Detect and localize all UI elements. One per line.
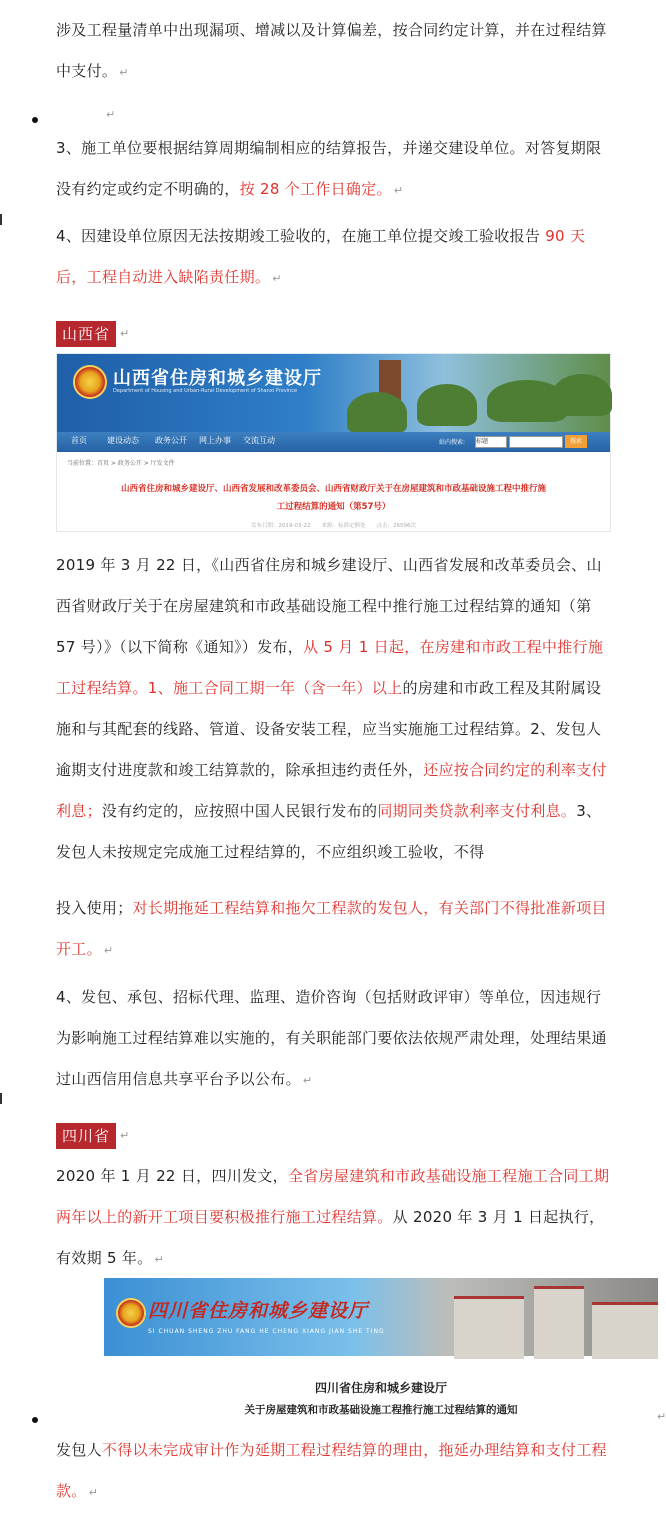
search-label: 站内搜索: xyxy=(439,439,466,446)
intro-paragraph: 涉及工程量清单中出现漏项、增减以及计算偏差，按合同约定计算，并在过程结算中支付。 ↵ xyxy=(56,21,607,80)
search-type-select[interactable]: 标题 xyxy=(475,436,507,448)
search-input[interactable] xyxy=(509,436,563,448)
list-bullet xyxy=(32,1417,38,1423)
building-icon xyxy=(454,1296,524,1359)
shanxi-tag: 山西省 xyxy=(56,321,116,347)
shanxi-notice-headline-line2: 工过程结算的通知（第57号） xyxy=(276,502,391,512)
shanxi-site-subtitle: Department of Housing and Urban-Rural Development of Shanxi Province xyxy=(113,388,298,394)
tree-icon xyxy=(417,384,477,426)
nav-item-news[interactable]: 建设动态 xyxy=(107,436,139,445)
nav-item-gov-affairs[interactable]: 政务公开 xyxy=(155,436,187,445)
tree-icon xyxy=(552,374,612,416)
sichuan-site-subtitle: SI CHUAN SHENG ZHU FANG HE CHENG XIANG JIAN SHE TING xyxy=(148,1328,385,1335)
building-icon xyxy=(592,1302,658,1359)
list-bullet xyxy=(32,117,38,123)
sichuan-tag: 四川省 xyxy=(56,1123,116,1149)
shanxi-notice-meta: 发布日期：2019-03-22 来源：标准定额处 点击：26596次 xyxy=(251,523,416,529)
shanxi-item-4-paragraph: 4、发包、承包、招标代理、监理、造价咨询（包括财政评审）等单位，因违规行为影响施工过程结算难以实施的，有关职能部门要依法依规严肃处理，处理结果通过山西信用信息共享平台予以公布。 ↵ xyxy=(56,988,607,1088)
national-emblem-icon xyxy=(116,1298,146,1328)
sichuan-caption-title: 四川省住房和城乡建设厅 xyxy=(314,1381,447,1395)
paragraph-mark: ↵ xyxy=(106,108,116,121)
nav-item-online-service[interactable]: 网上办事 xyxy=(199,436,231,445)
national-emblem-icon xyxy=(73,365,107,399)
sichuan-caption-subtitle: 关于房屋建筑和市政基础设施工程推行施工过程结算的通知 xyxy=(244,1404,518,1416)
nav-item-interaction[interactable]: 交流互动 xyxy=(243,436,275,445)
paragraph-mark: ↵ xyxy=(120,327,130,340)
search-button[interactable]: 搜索 xyxy=(565,435,587,448)
shanxi-site-title: 山西省住房和城乡建设厅 xyxy=(113,368,322,389)
shanxi-body-paragraph: 2019 年 3 月 22 日，《山西省住房和城乡建设厅、山西省发展和改革委员会、山西省财政厅关于在房屋建筑和市政基础设施工程中推行施工过程结算的通知（第 57 号）》（以下简称《通知》）发布，从 5 月 1 日起，在房建和市政工程中推行施工过程结算。1、施工合同工期一年（含一年）以上的房建和市政工程及其附属设施和与其配套的线路、管道、设备安装工程，应当实施施工过程结算。2、发包人逾期支付进度款和竣工结算款的，除承担违约责任外，还应按合同约定的利率支付利息；没有约定的，应按照中国人民银行发布的同期同类贷款利率支付利息。3、发包人未按规定完成施工过程结算的，不应组织竣工验收，不得 xyxy=(56,556,607,861)
sichuan-body-paragraph: 2020 年 1 月 22 日，四川发文，全省房屋建筑和市政基础设施工程施工合同工期两年以上的新开工项目要积极推行施工过程结算。从 2020 年 3 月 1 日起执行，有效期 5 年。 ↵ xyxy=(56,1167,610,1267)
item-4-paragraph: 4、因建设单位原因无法按期竣工验收的，在施工单位提交竣工验收报告 90 天后，工程自动进入缺陷责任期。 ↵ xyxy=(56,227,586,286)
shanxi-notice-headline: 山西省住房和城乡建设厅、山西省发展和改革委员会、山西省财政厅关于在房屋建筑和市政基础设施工程中推行施 xyxy=(120,484,546,494)
paragraph-mark: ↵ xyxy=(657,1410,666,1423)
nav-item-home[interactable]: 首页 xyxy=(71,436,87,445)
shanxi-website-screenshot xyxy=(56,353,611,532)
sichuan-body-paragraph-2: 发包人不得以未完成审计作为延期工程过程结算的理由，拖延办理结算和支付工程款。 ↵ xyxy=(56,1441,607,1500)
item-3-paragraph: 3、施工单位要根据结算周期编制相应的结算报告，并递交建设单位。对答复期限没有约定或约定不明确的，按 28 个工作日确定。 ↵ xyxy=(56,139,602,198)
sichuan-website-banner xyxy=(104,1278,658,1356)
paragraph-mark: ↵ xyxy=(120,1129,130,1142)
tree-icon xyxy=(347,392,407,434)
shanxi-body-paragraph-2: 投入使用；对长期拖延工程结算和拖欠工程款的发包人，有关部门不得批准新项目开工。 ↵ xyxy=(56,899,607,958)
sichuan-site-title: 四川省住房和城乡建设厅 xyxy=(148,1300,369,1322)
building-icon xyxy=(534,1286,584,1359)
shanxi-banner xyxy=(57,354,610,432)
margin-marker xyxy=(0,1093,2,1104)
breadcrumb: 当前位置：首页 > 政务公开 > 厅发文件 xyxy=(67,460,175,467)
shanxi-nav-bar xyxy=(57,432,610,452)
margin-marker xyxy=(0,214,2,225)
